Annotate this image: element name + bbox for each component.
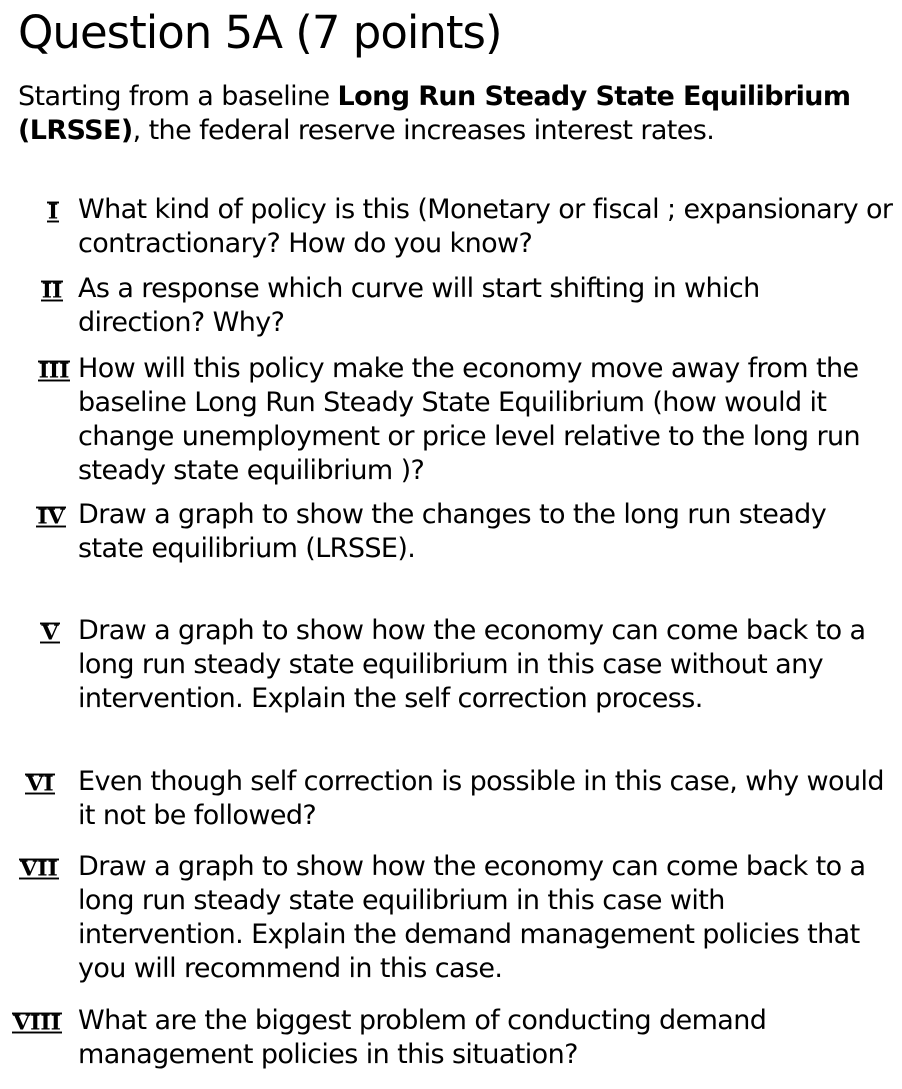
item-text-6: Even though self correction is possible in this case, why would it not be followed? [78,766,884,831]
item-text-3: How will this policy make the economy move away from the baseline Long Run Steady State Equilibrium (how would it change unemployment or price level relative to the long run steady state equilibrium )? [78,353,860,486]
roman-numeral-1: I [47,199,59,225]
item-text-5: Draw a graph to show how the economy can come back to a long run steady state equilibrium in this case without any intervention. Explain the self correction process. [78,615,866,714]
roman-numeral-3: III [38,358,70,384]
roman-numeral-7: VII [20,856,58,882]
item-text-1: What kind of policy is this (Monetary or fiscal ; expansionary or contractionary? How do you know? [78,194,893,259]
roman-numeral-8: VIII [13,1010,61,1036]
item-text-2: As a response which curve will start shifting in which direction? Why? [78,273,760,338]
roman-numeral-5: V [41,620,59,646]
intro-prefix: Starting from a baseline [18,81,338,112]
intro-bold-term: Long Run Steady State Equilibrium (LRSSE) [18,81,851,146]
item-text-4: Draw a graph to show the changes to the long run steady state equilibrium (LRSSE). [78,499,827,564]
roman-numeral-6: VI [26,771,54,797]
question-intro [18,80,878,148]
roman-numeral-4: IV [37,504,65,530]
item-text-8: What are the biggest problem of conducting demand management policies in this situation? [78,1005,767,1070]
item-text-7: Draw a graph to show how the economy can come back to a long run steady state equilibrium in this case with intervention. Explain the demand management policies that you will recommend in this case. [78,851,866,984]
intro-suffix: , the federal reserve increases interest rates. [132,115,715,146]
question-title: Question 5A (7 points) [18,6,502,59]
roman-numeral-2: II [41,278,63,304]
